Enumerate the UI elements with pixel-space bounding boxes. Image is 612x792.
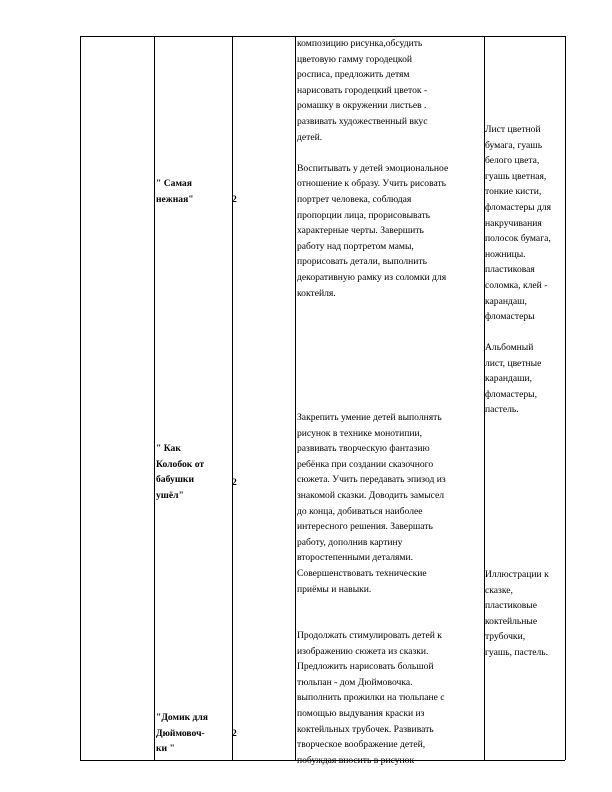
table-left-border (80, 36, 81, 760)
row-1-title: " Самая нежная" (156, 178, 194, 205)
row-2-materials: Альбомный лист, цветные карандаши, фломастеры, пастель. (485, 342, 542, 416)
column-divider-1 (154, 36, 155, 760)
row-1-materials: Лист цветной бумага, гуашь белого цвета, гуашь цветная, тонкие кисти, фломастеры для накручивания полосок бумага, ножницы. пластиковая соломка, клей - карандаш, фломастеры (485, 124, 552, 323)
table-right-border (565, 36, 566, 760)
row-1-hours: 2 (232, 194, 237, 205)
row-2-tasks: Закрепить умение детей выполнять рисунок в технике монотипии, развивать творческую фантазию ребёнка при создании сказочного сюжета. Учить передавать эпизод из знакомой сказки. Доводить замысел до конца, добиваться наиболее интересного решения. Завершать работу, дополнив картину второстепенными деталями. Совершенствовать технические приёмы и навыки. (297, 412, 446, 595)
row-2-title: " Как Колобок от бабушки ушёл" (156, 443, 205, 501)
row-3-hours: 2 (232, 728, 237, 739)
row-3-materials: Иллюстрации к сказке, пластиковые коктейльные трубочки, гуашь, пастель. (485, 569, 549, 658)
row-2-hours: 2 (232, 477, 237, 488)
column-divider-3 (295, 36, 296, 760)
row-3-tasks: Продолжать стимулировать детей к изображению сюжета из сказки. Предложить нарисовать большой тюльпан - дом Дюймовочка. выполнить прожилки на тюльпане с помощью выдувания краски из коктейльных трубочек. Развивать творческое воображение детей, побуждая вносить в рисунок (297, 630, 445, 766)
column-divider-2 (232, 36, 233, 760)
row-1-tasks: композицию рисунка,обсудить цветовую гамму городецкой росписа, предложить детям нарисовать городецкий цветок - ромашку в окружении листьев . развивать художественный вкус детей. Воспитывать у детей эмоциональное отношение к образу. Учить рисовать портрет человека, соблюдая пропорции лица, прорисовывать характерные черты. Завершить работу над портретом мамы, прорисовать детали, выполнить декоративную рамку из соломки для коктейля. (297, 38, 449, 299)
row-3-title: "Домик для Дюймовоч- ки " (156, 712, 208, 755)
